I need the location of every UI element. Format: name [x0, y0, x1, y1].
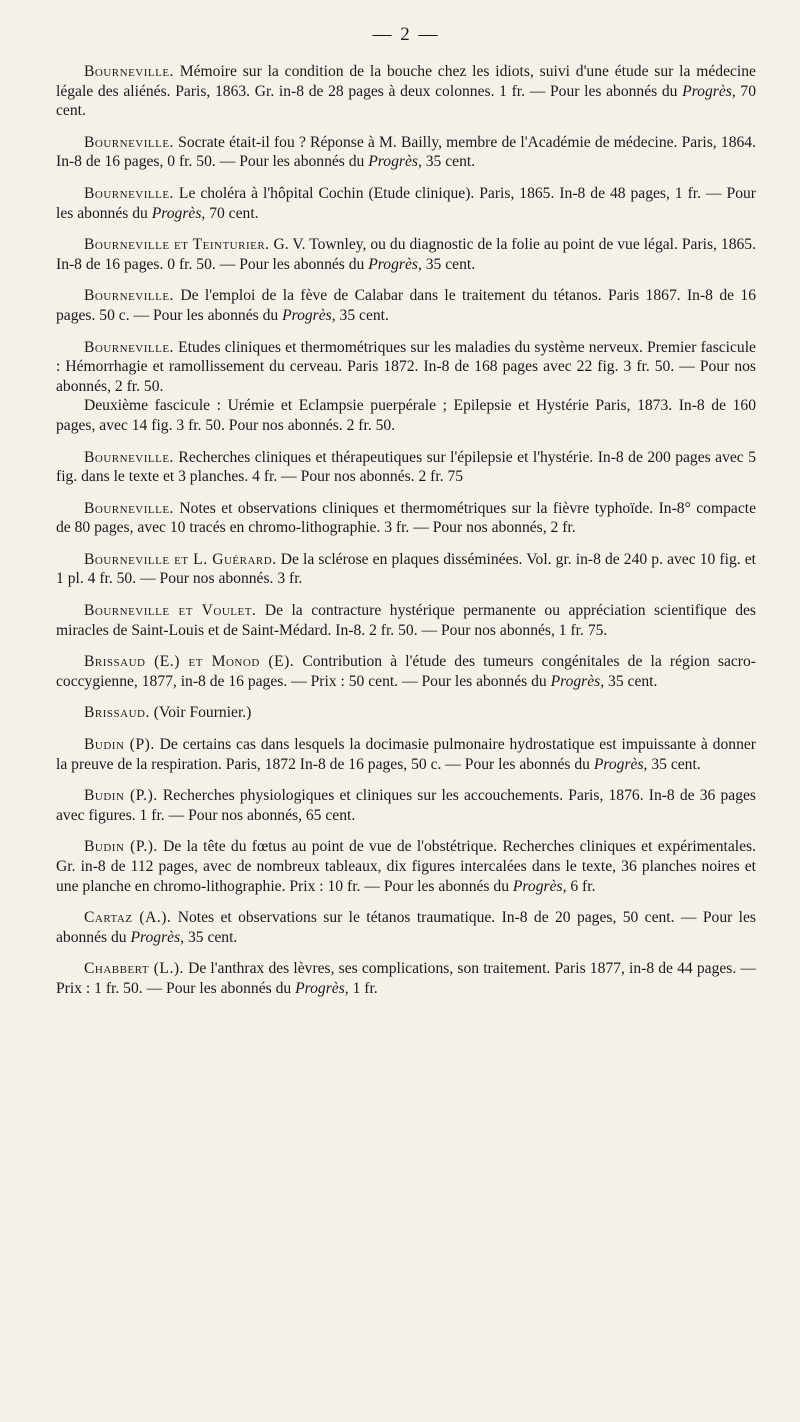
bibliography-entry	[56, 62, 756, 121]
bibliography-entry	[56, 338, 756, 436]
entry-author: Chabbert (L.).	[84, 960, 184, 978]
bibliography-entry	[56, 133, 756, 172]
bibliography-entry	[56, 703, 756, 723]
entry-description: Notes et observations cliniques et thermométriques sur la fièvre typhoïde. In-8° compacte de 80 pages, avec 10 tracés en chromo-lithographie. 3 fr. — Pour nos abonnés, 2 fr.	[56, 499, 756, 537]
entry-description: Socrate était-il fou ? Réponse à M. Bailly, membre de l'Académie de médecine. Paris, 1864. In-8 de 16 pages, 0 fr. 50. — Pour les abonnés du Progrès, 35 cent.	[56, 133, 756, 171]
entry-author: Brissaud.	[84, 704, 150, 722]
entry-description: Recherches cliniques et thérapeutiques sur l'épilepsie et l'hystérie. In-8 de 200 pages avec 5 fig. dans le texte et 3 planches. 4 fr. — Pour nos abonnés. 2 fr. 75	[56, 448, 756, 486]
bibliography-entry	[56, 286, 756, 325]
entry-author: Budin (P).	[84, 736, 155, 754]
bibliography-entry	[56, 959, 756, 998]
bibliography-entry	[56, 184, 756, 223]
entry-author: Bourneville et L. Guérard.	[84, 550, 277, 568]
entry-description: Contribution à l'étude des tumeurs congénitales de la région sacro-coccygienne, 1877, in-8 de 16 pages. — Prix : 50 cent. — Pour les abonnés du Progrès, 35 cent.	[56, 653, 756, 690]
entry-author: Bourneville.	[84, 133, 174, 151]
bibliography-entry	[56, 908, 756, 947]
bibliography-entry	[56, 448, 756, 487]
entry-author: Bourneville.	[84, 184, 174, 202]
entry-author: Bourneville.	[84, 63, 174, 80]
entry-author: Budin (P.).	[84, 838, 158, 856]
entry-author: Bourneville.	[84, 338, 174, 356]
entry-author: Bourneville.	[84, 448, 174, 466]
bibliography-entry	[56, 652, 756, 691]
entry-description: De la sclérose en plaques disséminées. Vol. gr. in-8 de 240 p. avec 10 fig. et 1 pl. 4 fr. 50. — Pour nos abonnés. 3 fr.	[56, 550, 756, 588]
bibliography-entry	[56, 837, 756, 896]
catalogue-page	[56, 24, 756, 1011]
entry-description: De l'emploi de la fève de Calabar dans le traitement du tétanos. Paris 1867. In-8 de 16 pages. 50 c. — Pour les abonnés du Progrès, 35 cent.	[56, 287, 757, 324]
entry-description: De la contracture hystérique permanente ou appréciation scientifique des miracles de Saint-Louis et de Saint-Médard. In-8. 2 fr. 50. — Pour nos abonnés, 1 fr. 75.	[56, 602, 756, 639]
entry-description: De certains cas dans lesquels la docimasie pulmonaire hydrostatique est impuissante à donner la preuve de la respiration. Paris, 1872 In-8 de 16 pages, 50 c. — Pour les abonnés du Progrès, 35 cent.	[56, 736, 756, 773]
entry-author: Bourneville.	[84, 499, 174, 517]
entry-description: Recherches physiologiques et cliniques sur les accouchements. Paris, 1876. In-8 de 36 pages avec figures. 1 fr. — Pour nos abonnés, 65 cent.	[56, 787, 757, 824]
bibliography-entry	[56, 499, 756, 538]
page-number: — 2 —	[372, 24, 440, 45]
bibliography-entry	[56, 235, 756, 274]
entry-author: Cartaz (A.).	[84, 909, 172, 927]
entry-description: G. V. Townley, ou du diagnostic de la folie au point de vue légal. Paris, 1865. In-8 de 16 pages. 0 fr. 50. — Pour les abonnés du Progrès, 35 cent.	[56, 236, 756, 273]
entry-author: Bourneville et Voulet.	[84, 602, 257, 620]
entry-description: Notes et observations sur le tétanos traumatique. In-8 de 20 pages, 50 cent. — Pour les abonnés du Progrès, 35 cent.	[56, 909, 757, 946]
bibliography-list	[56, 62, 756, 999]
entry-continuation: Deuxième fascicule : Urémie et Eclampsie puerpérale ; Epilepsie et Hystérie Paris, 1873. In-8 de 160 pages, avec 14 fig. 3 fr. 50. Pour nos abonnés. 2 fr. 50.	[56, 397, 756, 434]
entry-author: Brissaud (E.) et Monod (E).	[84, 653, 295, 671]
entry-description: De la tête du fœtus au point de vue de l'obstétrique. Recherches cliniques et expérimentales. Gr. in-8 de 112 pages, avec de nombreux tableaux, dix figures intercalées dans le texte, 36 planches noires et une planche en chromo-lithographie. Prix : 10 fr. — Pour les abonnés du Progrès, 6 fr.	[56, 838, 757, 895]
entry-description: De l'anthrax des lèvres, ses complications, son traitement. Paris 1877, in-8 de 44 pages. — Prix : 1 fr. 50. — Pour les abonnés du Progrès, 1 fr.	[56, 960, 757, 997]
bibliography-entry	[56, 735, 756, 774]
bibliography-entry	[56, 550, 756, 589]
entry-author: Bourneville.	[84, 287, 174, 305]
entry-author: Budin (P.).	[84, 787, 158, 805]
bibliography-entry	[56, 601, 756, 640]
entry-author: Bourneville et Teinturier.	[84, 236, 270, 254]
entry-description: Le choléra à l'hôpital Cochin (Etude clinique). Paris, 1865. In-8 de 48 pages, 1 fr. — Pour les abonnés du Progrès, 70 cent.	[56, 184, 756, 222]
bibliography-entry	[56, 786, 756, 825]
entry-description: Etudes cliniques et thermométriques sur les maladies du système nerveux. Premier fascicule : Hémorrhagie et ramollissement du cerveau. Paris 1872. In-8 de 168 pages avec 22 fig. 3 fr. 50. — Pour nos abonnés, 2 fr. 50.	[56, 338, 756, 395]
entry-description: Mémoire sur la condition de la bouche chez les idiots, suivi d'une étude sur la médecine légale des aliénés. Paris, 1863. Gr. in-8 de 28 pages à deux colonnes. 1 fr. — Pour les abonnés du Progrès, 70 cent.	[56, 63, 757, 120]
entry-description: (Voir Fournier.)	[153, 704, 252, 722]
